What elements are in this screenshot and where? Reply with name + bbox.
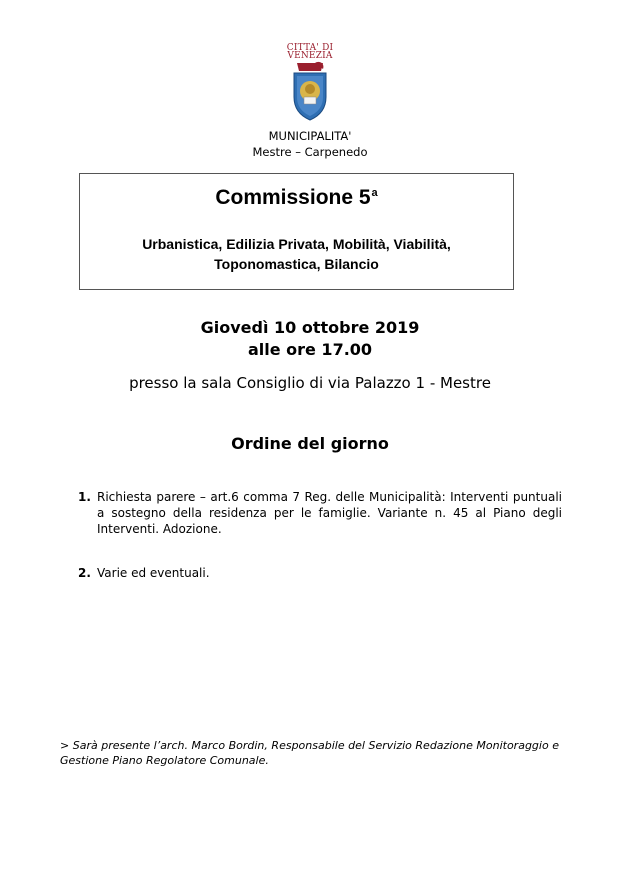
commission-title — [80, 186, 513, 210]
agenda-item-number: 2. — [78, 566, 91, 580]
logo-line-2: VENEZIA — [287, 51, 333, 61]
agenda-item — [78, 565, 562, 581]
commission-subtitle-line-1: Urbanistica, Edilizia Privata, Mobilità, Viabilità, — [142, 236, 451, 252]
meeting-location: presso la sala Consiglio di via Palazzo 1 - Mestre — [129, 374, 491, 392]
logo-wordmark — [281, 44, 339, 60]
commission-subtitle — [80, 234, 513, 274]
agenda-item-text: Richiesta parere – art.6 comma 7 Reg. delle Municipalità: Interventi puntuali a sostegno della residenza per le famiglie. Variante n. 45 al Piano degli Interventi. Adozione. — [97, 490, 562, 536]
venice-crest-icon — [291, 61, 329, 121]
logo-line-1: CITTA' DI — [286, 43, 334, 53]
commission-title-text: Commissione 5 — [215, 186, 371, 209]
meeting-time: alle ore 17.00 — [247, 340, 373, 359]
commission-subtitle-line-2: Toponomastica, Bilancio — [214, 256, 379, 272]
municipality-subtitle: Mestre – Carpenedo — [252, 145, 368, 159]
commission-box — [79, 173, 514, 290]
commission-title-superscript: a — [371, 186, 378, 199]
agenda-item — [78, 489, 562, 537]
footer-note: > Sarà presente l’arch. Marco Bordin, Responsabile del Servizio Redazione Monitoraggio e Gestione Piano Regolatore Comunale. — [60, 739, 559, 767]
meeting-date: Giovedì 10 ottobre 2019 — [200, 318, 420, 337]
agenda-item-number: 1. — [78, 490, 91, 504]
agenda-heading: Ordine del giorno — [231, 434, 389, 453]
municipality-title: MUNICIPALITA' — [268, 129, 352, 143]
city-logo — [281, 44, 339, 122]
agenda-item-text: Varie ed eventuali. — [97, 566, 210, 580]
